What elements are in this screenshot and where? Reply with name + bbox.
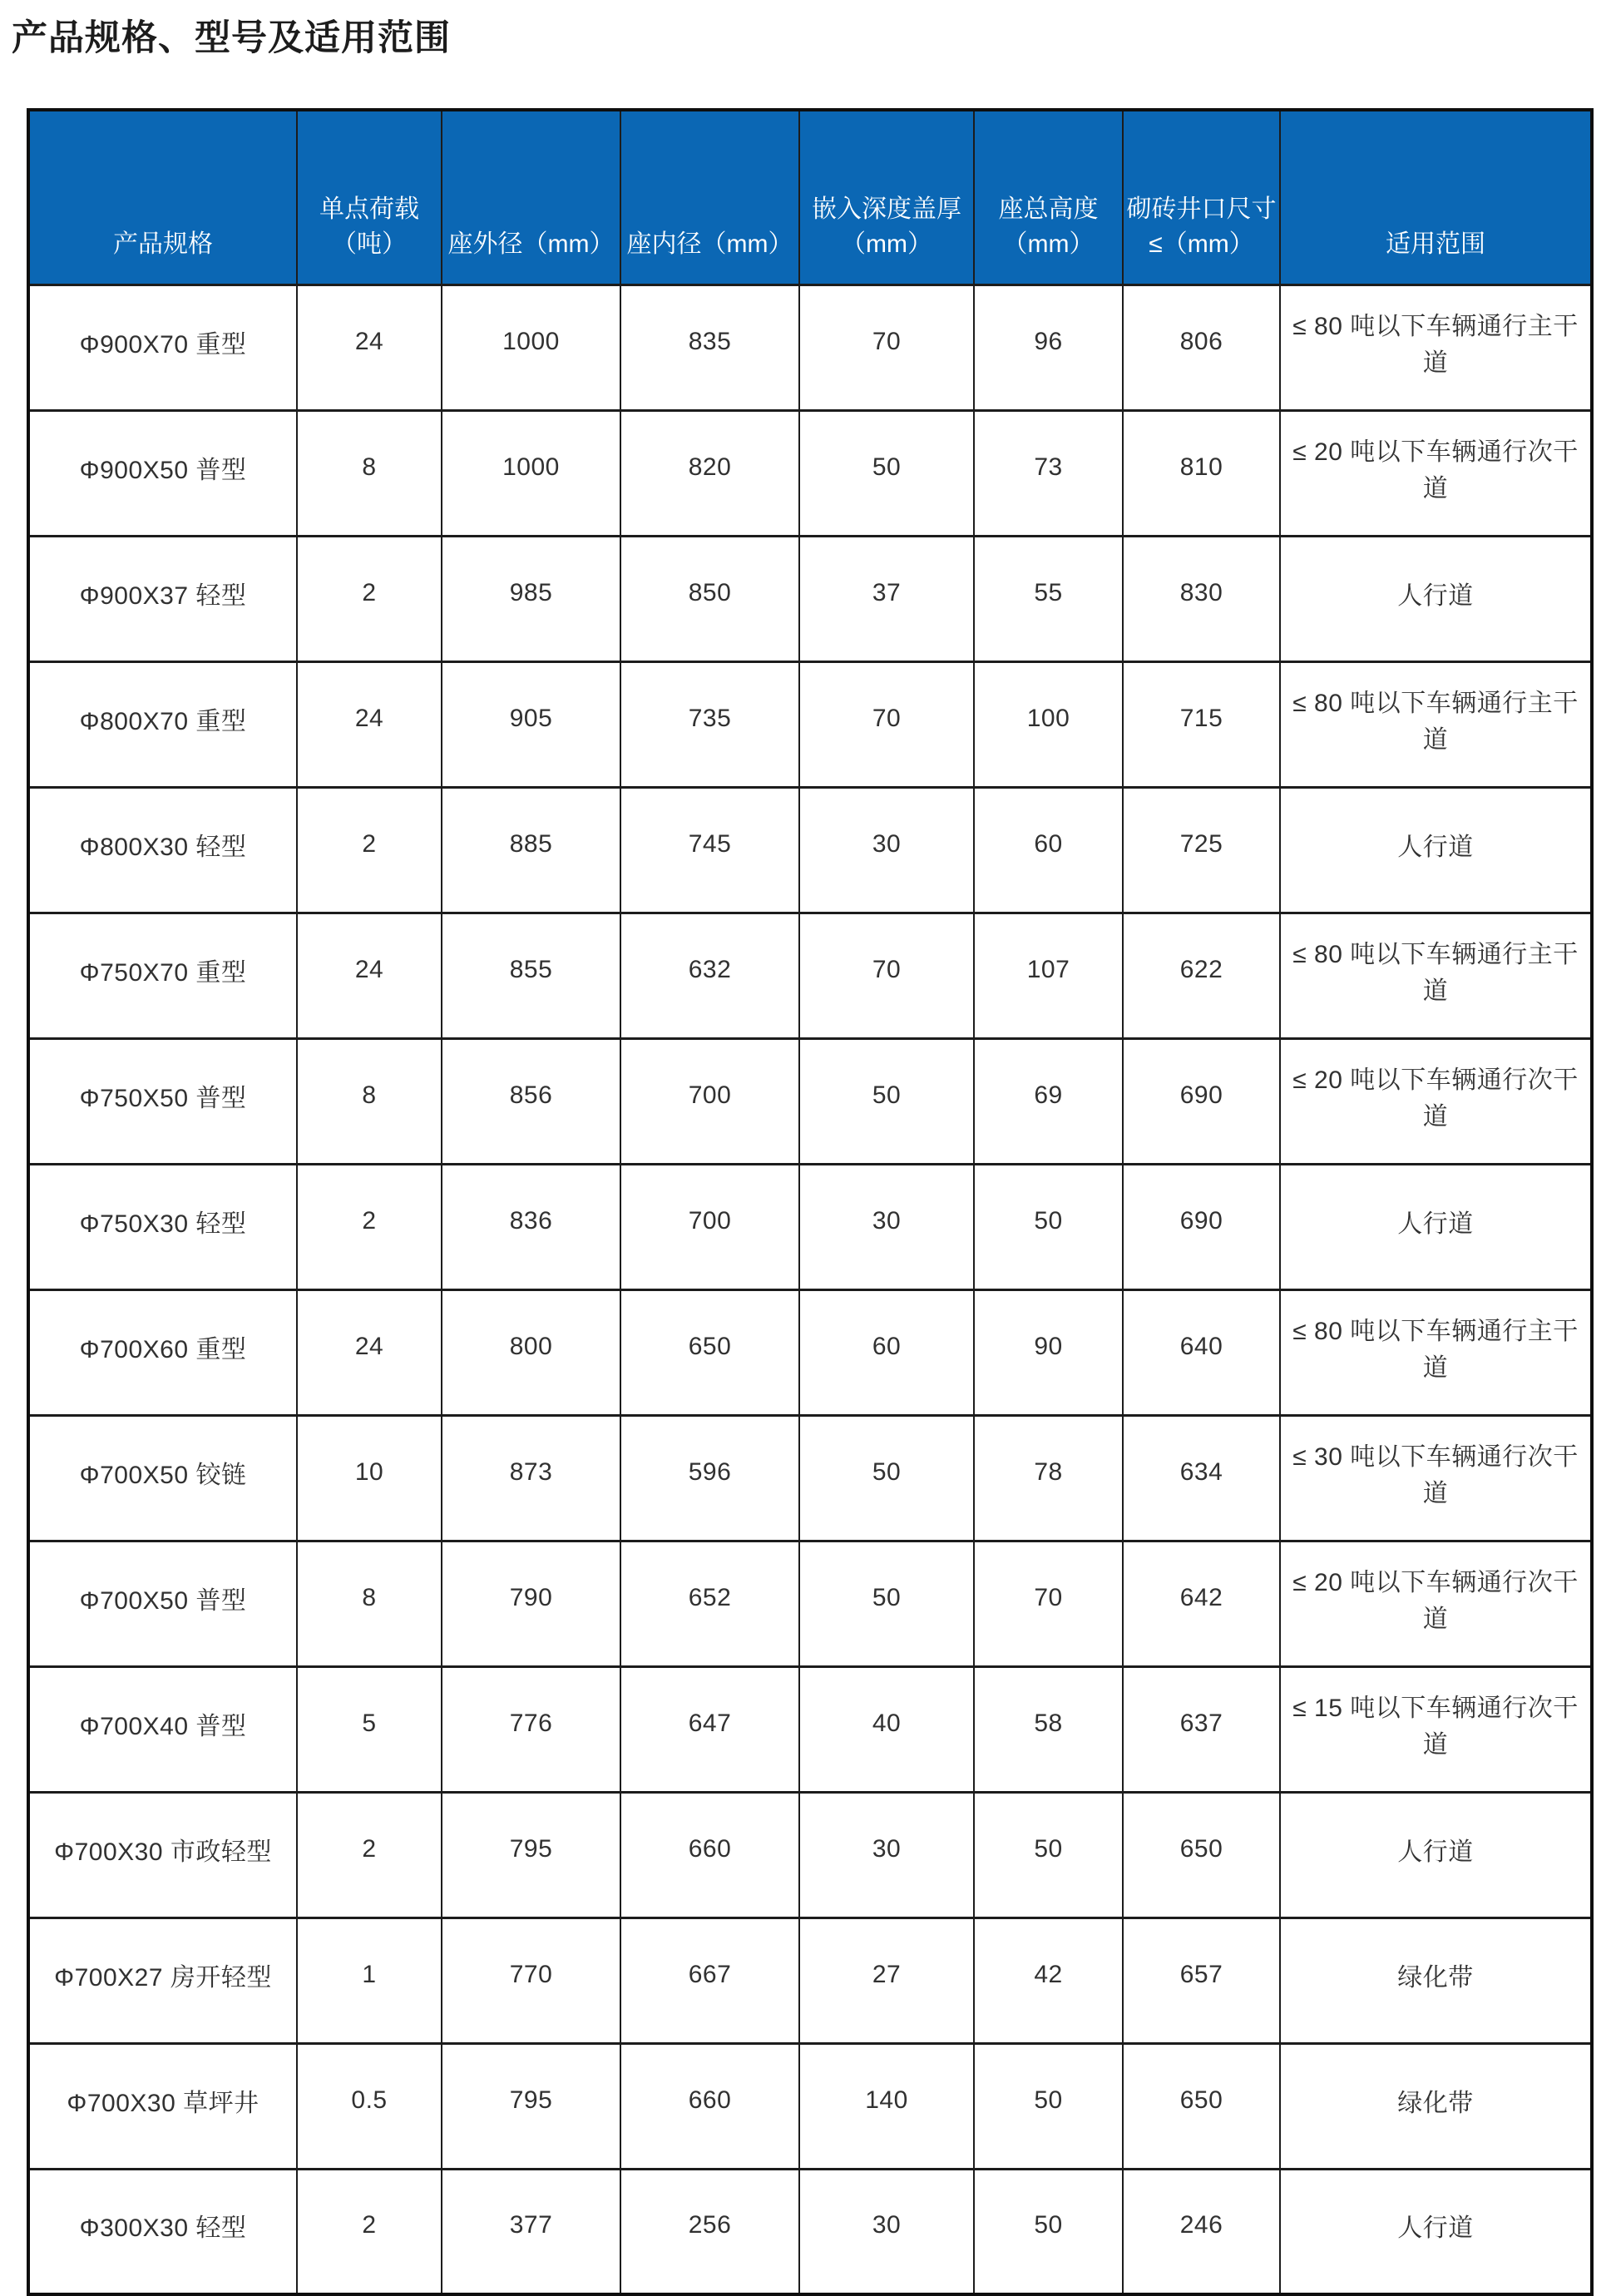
table-row xyxy=(28,1917,1592,2043)
cell-embed-depth-cover: 50 xyxy=(799,1038,974,1164)
cell-total-height: 107 xyxy=(974,913,1123,1038)
cell-wellhead-size: 637 xyxy=(1123,1666,1280,1792)
col-header-label: 座外径（mm） xyxy=(447,230,615,258)
cell-total-height: 70 xyxy=(974,1541,1123,1666)
col-header-embed-depth-cover xyxy=(799,110,974,285)
cell-inner-diameter: 745 xyxy=(620,787,799,913)
cell-outer-diameter: 795 xyxy=(442,2043,620,2169)
cell-product-spec: Φ900X37 轻型 xyxy=(28,536,297,661)
cell-inner-diameter: 632 xyxy=(620,913,799,1038)
col-header-wellhead-size xyxy=(1123,110,1280,285)
cell-scope: ≤ 80 吨以下车辆通行主干道 xyxy=(1280,661,1592,787)
cell-outer-diameter: 776 xyxy=(442,1666,620,1792)
cell-outer-diameter: 873 xyxy=(442,1415,620,1541)
cell-single-point-load: 8 xyxy=(297,1038,442,1164)
table-row xyxy=(28,1792,1592,1917)
cell-product-spec: Φ700X60 重型 xyxy=(28,1289,297,1415)
cell-product-spec: Φ750X70 重型 xyxy=(28,913,297,1038)
cell-scope: 人行道 xyxy=(1280,2169,1592,2294)
cell-outer-diameter: 985 xyxy=(442,536,620,661)
table-row xyxy=(28,1038,1592,1164)
cell-scope: ≤ 15 吨以下车辆通行次干道 xyxy=(1280,1666,1592,1792)
cell-single-point-load: 2 xyxy=(297,1792,442,1917)
cell-wellhead-size: 650 xyxy=(1123,1792,1280,1917)
cell-product-spec: Φ900X50 普型 xyxy=(28,410,297,536)
cell-wellhead-size: 642 xyxy=(1123,1541,1280,1666)
cell-single-point-load: 24 xyxy=(297,913,442,1038)
col-header-scope xyxy=(1280,110,1592,285)
col-header-total-height xyxy=(974,110,1123,285)
cell-product-spec: Φ800X30 轻型 xyxy=(28,787,297,913)
cell-single-point-load: 24 xyxy=(297,661,442,787)
col-header-label: 产品规格 xyxy=(113,230,213,258)
cell-scope: 人行道 xyxy=(1280,1792,1592,1917)
cell-wellhead-size: 650 xyxy=(1123,2043,1280,2169)
cell-wellhead-size: 725 xyxy=(1123,787,1280,913)
table-row xyxy=(28,661,1592,787)
cell-single-point-load: 5 xyxy=(297,1666,442,1792)
cell-scope: 人行道 xyxy=(1280,536,1592,661)
cell-embed-depth-cover: 50 xyxy=(799,1415,974,1541)
cell-outer-diameter: 770 xyxy=(442,1917,620,2043)
table-row xyxy=(28,410,1592,536)
cell-outer-diameter: 377 xyxy=(442,2169,620,2294)
cell-scope: 绿化带 xyxy=(1280,2043,1592,2169)
cell-product-spec: Φ700X50 铰链 xyxy=(28,1415,297,1541)
cell-scope: ≤ 20 吨以下车辆通行次干道 xyxy=(1280,410,1592,536)
cell-embed-depth-cover: 70 xyxy=(799,913,974,1038)
cell-product-spec: Φ900X70 重型 xyxy=(28,285,297,410)
header-row xyxy=(28,110,1592,285)
col-header-label: 座总高度 xyxy=(998,195,1099,223)
col-header-unit: （吨） xyxy=(332,230,407,258)
cell-single-point-load: 8 xyxy=(297,1541,442,1666)
cell-outer-diameter: 905 xyxy=(442,661,620,787)
col-header-label: 单点荷载 xyxy=(319,195,419,223)
cell-total-height: 58 xyxy=(974,1666,1123,1792)
cell-outer-diameter: 1000 xyxy=(442,410,620,536)
cell-total-height: 78 xyxy=(974,1415,1123,1541)
cell-wellhead-size: 246 xyxy=(1123,2169,1280,2294)
cell-scope: ≤ 20 吨以下车辆通行次干道 xyxy=(1280,1541,1592,1666)
table-row xyxy=(28,1415,1592,1541)
cell-wellhead-size: 634 xyxy=(1123,1415,1280,1541)
cell-outer-diameter: 795 xyxy=(442,1792,620,1917)
table-row xyxy=(28,2043,1592,2169)
cell-inner-diameter: 820 xyxy=(620,410,799,536)
table-row xyxy=(28,913,1592,1038)
table-row xyxy=(28,2169,1592,2294)
cell-embed-depth-cover: 50 xyxy=(799,1541,974,1666)
cell-inner-diameter: 850 xyxy=(620,536,799,661)
cell-total-height: 73 xyxy=(974,410,1123,536)
col-header-unit: （mm） xyxy=(1002,230,1095,258)
col-header-product-spec xyxy=(28,110,297,285)
cell-product-spec: Φ750X30 轻型 xyxy=(28,1164,297,1289)
cell-inner-diameter: 700 xyxy=(620,1164,799,1289)
cell-product-spec: Φ300X30 轻型 xyxy=(28,2169,297,2294)
cell-wellhead-size: 657 xyxy=(1123,1917,1280,2043)
cell-wellhead-size: 830 xyxy=(1123,536,1280,661)
cell-product-spec: Φ700X50 普型 xyxy=(28,1541,297,1666)
table-row xyxy=(28,1541,1592,1666)
cell-single-point-load: 10 xyxy=(297,1415,442,1541)
cell-inner-diameter: 835 xyxy=(620,285,799,410)
cell-outer-diameter: 1000 xyxy=(442,285,620,410)
col-header-unit: （mm） xyxy=(841,230,932,258)
cell-product-spec: Φ700X30 草坪井 xyxy=(28,2043,297,2169)
cell-embed-depth-cover: 60 xyxy=(799,1289,974,1415)
table-row xyxy=(28,1289,1592,1415)
cell-wellhead-size: 810 xyxy=(1123,410,1280,536)
cell-inner-diameter: 596 xyxy=(620,1415,799,1541)
cell-outer-diameter: 855 xyxy=(442,913,620,1038)
cell-single-point-load: 24 xyxy=(297,285,442,410)
cell-embed-depth-cover: 30 xyxy=(799,1164,974,1289)
cell-inner-diameter: 667 xyxy=(620,1917,799,2043)
cell-outer-diameter: 790 xyxy=(442,1541,620,1666)
cell-inner-diameter: 652 xyxy=(620,1541,799,1666)
cell-total-height: 50 xyxy=(974,1792,1123,1917)
cell-scope: ≤ 20 吨以下车辆通行次干道 xyxy=(1280,1038,1592,1164)
cell-inner-diameter: 256 xyxy=(620,2169,799,2294)
cell-scope: 人行道 xyxy=(1280,1164,1592,1289)
cell-embed-depth-cover: 140 xyxy=(799,2043,974,2169)
cell-outer-diameter: 836 xyxy=(442,1164,620,1289)
cell-embed-depth-cover: 40 xyxy=(799,1666,974,1792)
table-row xyxy=(28,1666,1592,1792)
cell-inner-diameter: 647 xyxy=(620,1666,799,1792)
cell-single-point-load: 0.5 xyxy=(297,2043,442,2169)
col-header-single-point-load xyxy=(297,110,442,285)
col-header-label: 砌砖井口尺寸 xyxy=(1126,195,1277,223)
cell-scope: ≤ 30 吨以下车辆通行次干道 xyxy=(1280,1415,1592,1541)
product-spec-table xyxy=(27,108,1594,2296)
cell-outer-diameter: 856 xyxy=(442,1038,620,1164)
table-row xyxy=(28,536,1592,661)
cell-total-height: 55 xyxy=(974,536,1123,661)
cell-inner-diameter: 660 xyxy=(620,2043,799,2169)
cell-wellhead-size: 806 xyxy=(1123,285,1280,410)
cell-scope: 人行道 xyxy=(1280,787,1592,913)
col-header-inner-diameter xyxy=(620,110,799,285)
cell-product-spec: Φ750X50 普型 xyxy=(28,1038,297,1164)
cell-inner-diameter: 660 xyxy=(620,1792,799,1917)
cell-total-height: 42 xyxy=(974,1917,1123,2043)
cell-inner-diameter: 650 xyxy=(620,1289,799,1415)
cell-product-spec: Φ700X40 普型 xyxy=(28,1666,297,1792)
col-header-label: 适用范围 xyxy=(1386,230,1485,258)
cell-product-spec: Φ700X30 市政轻型 xyxy=(28,1792,297,1917)
cell-total-height: 69 xyxy=(974,1038,1123,1164)
col-header-label: 座内径（mm） xyxy=(626,230,793,258)
cell-wellhead-size: 640 xyxy=(1123,1289,1280,1415)
cell-embed-depth-cover: 37 xyxy=(799,536,974,661)
cell-wellhead-size: 622 xyxy=(1123,913,1280,1038)
cell-scope: ≤ 80 吨以下车辆通行主干道 xyxy=(1280,1289,1592,1415)
cell-embed-depth-cover: 70 xyxy=(799,661,974,787)
table-row xyxy=(28,1164,1592,1289)
table-body xyxy=(28,285,1592,2294)
cell-embed-depth-cover: 30 xyxy=(799,787,974,913)
col-header-unit: ≤（mm） xyxy=(1149,230,1254,258)
cell-total-height: 100 xyxy=(974,661,1123,787)
cell-outer-diameter: 800 xyxy=(442,1289,620,1415)
cell-scope: ≤ 80 吨以下车辆通行主干道 xyxy=(1280,285,1592,410)
cell-total-height: 96 xyxy=(974,285,1123,410)
cell-single-point-load: 8 xyxy=(297,410,442,536)
cell-wellhead-size: 690 xyxy=(1123,1038,1280,1164)
col-header-outer-diameter xyxy=(442,110,620,285)
cell-total-height: 50 xyxy=(974,2043,1123,2169)
cell-wellhead-size: 690 xyxy=(1123,1164,1280,1289)
cell-wellhead-size: 715 xyxy=(1123,661,1280,787)
cell-single-point-load: 24 xyxy=(297,1289,442,1415)
page-title: 产品规格、型号及适用范围 xyxy=(12,18,451,58)
cell-embed-depth-cover: 50 xyxy=(799,410,974,536)
cell-total-height: 60 xyxy=(974,787,1123,913)
cell-product-spec: Φ700X27 房开轻型 xyxy=(28,1917,297,2043)
col-header-label: 嵌入深度盖厚 xyxy=(812,195,961,223)
cell-single-point-load: 2 xyxy=(297,536,442,661)
cell-scope: 绿化带 xyxy=(1280,1917,1592,2043)
cell-inner-diameter: 735 xyxy=(620,661,799,787)
cell-total-height: 90 xyxy=(974,1289,1123,1415)
cell-embed-depth-cover: 30 xyxy=(799,1792,974,1917)
cell-total-height: 50 xyxy=(974,2169,1123,2294)
cell-single-point-load: 2 xyxy=(297,2169,442,2294)
cell-single-point-load: 1 xyxy=(297,1917,442,2043)
cell-single-point-load: 2 xyxy=(297,1164,442,1289)
cell-embed-depth-cover: 30 xyxy=(799,2169,974,2294)
cell-single-point-load: 2 xyxy=(297,787,442,913)
table-row xyxy=(28,285,1592,410)
cell-embed-depth-cover: 70 xyxy=(799,285,974,410)
cell-total-height: 50 xyxy=(974,1164,1123,1289)
cell-inner-diameter: 700 xyxy=(620,1038,799,1164)
cell-embed-depth-cover: 27 xyxy=(799,1917,974,2043)
cell-product-spec: Φ800X70 重型 xyxy=(28,661,297,787)
table-row xyxy=(28,787,1592,913)
cell-outer-diameter: 885 xyxy=(442,787,620,913)
cell-scope: ≤ 80 吨以下车辆通行主干道 xyxy=(1280,913,1592,1038)
